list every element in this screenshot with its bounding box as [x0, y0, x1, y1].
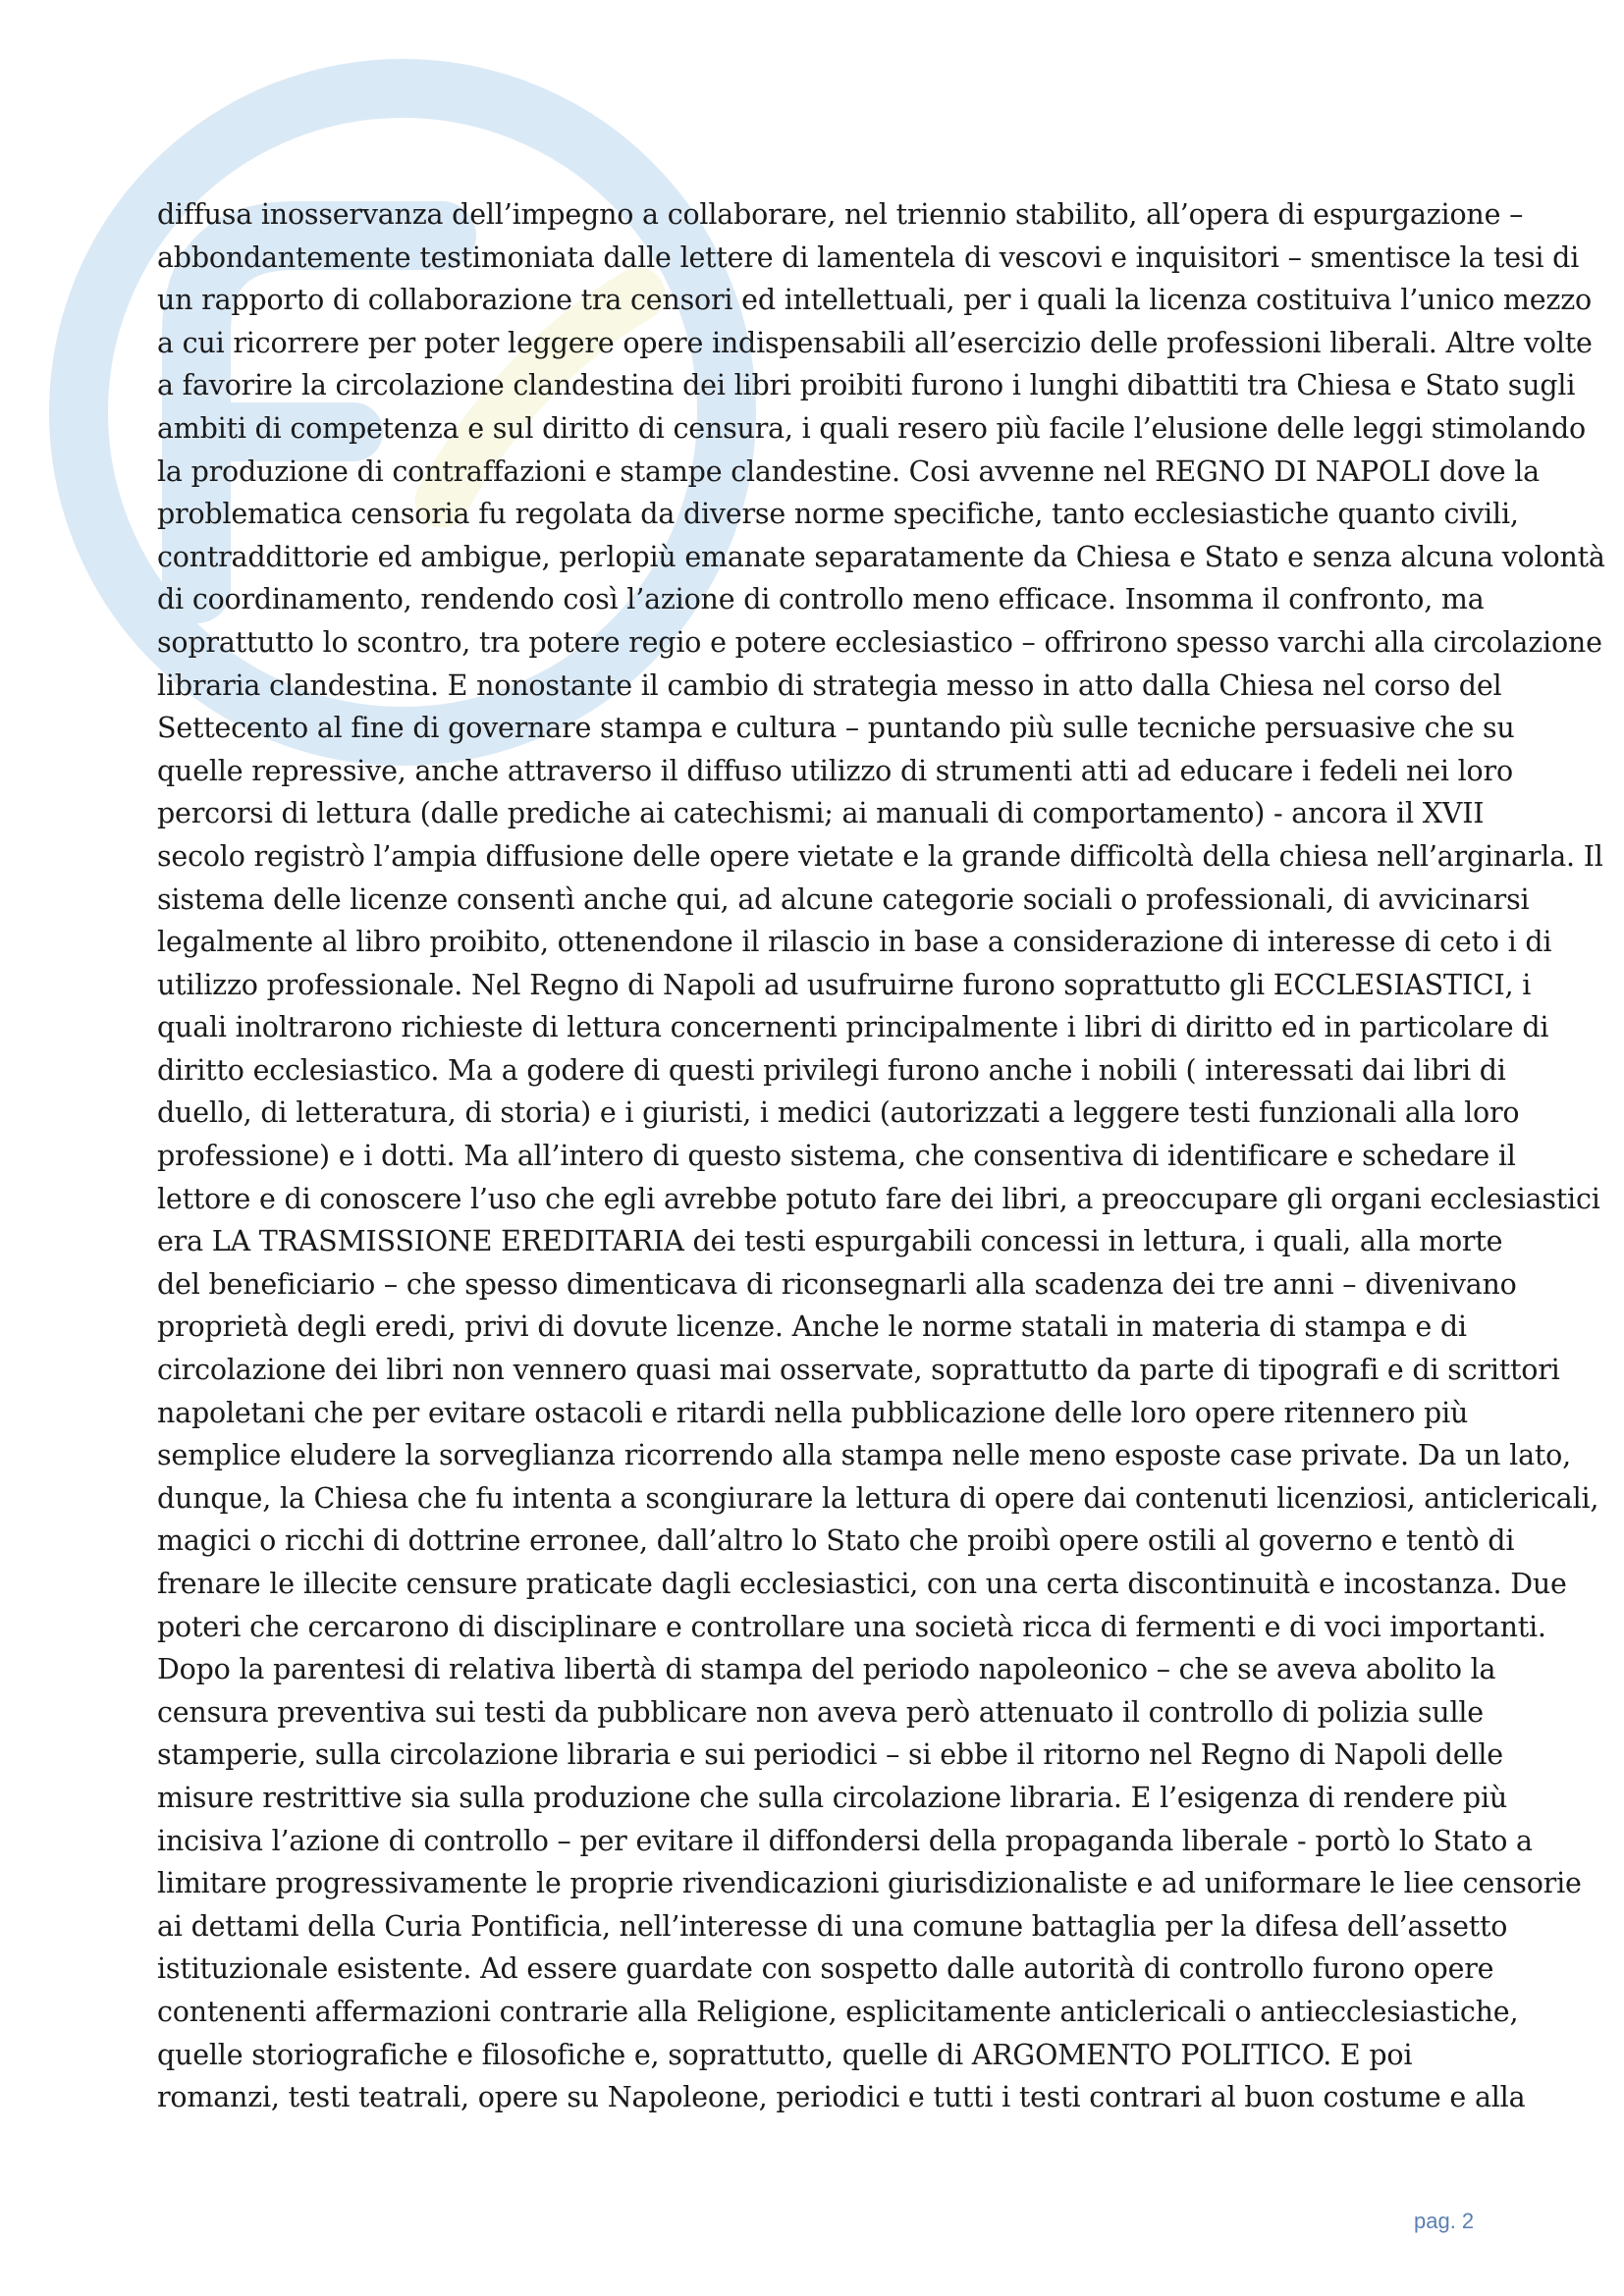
- text-line: censura preventiva sui testi da pubblicare non aveva però attenuato il controllo di polizia sulle: [157, 1695, 1484, 1729]
- text-line: sistema delle licenze consentì anche qui, ad alcune categorie sociali o professionali, di avvicinarsi: [157, 882, 1530, 916]
- text-line: proprietà degli eredi, privi di dovute licenze. Anche le norme statali in materia di stampa e di: [157, 1310, 1467, 1344]
- text-line: diffusa inosservanza dell’impegno a collaborare, nel triennio stabilito, all’opera di espurgazione –: [157, 198, 1524, 231]
- text-line: incisiva l’azione di controllo – per evitare il diffondersi della propaganda liberale - portò lo Stato a: [157, 1824, 1533, 1857]
- text-line: misure restrittive sia sulla produzione che sulla circolazione libraria. E l’esigenza di rendere più: [157, 1781, 1508, 1814]
- text-line: un rapporto di collaborazione tra censori ed intellettuali, per i quali la licenza costituiva l’unico mezzo: [157, 284, 1592, 317]
- text-line: problematica censoria fu regolata da diverse norme specifiche, tanto ecclesiastiche quanto civili,: [157, 498, 1519, 531]
- text-line: napoletani che per evitare ostacoli e ritardi nella pubblicazione delle loro opere ritennero più: [157, 1396, 1469, 1429]
- document-body: [157, 193, 1605, 2119]
- text-line: stamperie, sulla circolazione libraria e sui periodici – si ebbe il ritorno nel Regno di Napoli delle: [157, 1738, 1503, 1772]
- text-line: professione) e i dotti. Ma all’intero di questo sistema, che consentiva di identificare e schedare il: [157, 1140, 1516, 1173]
- text-line: di coordinamento, rendendo così l’azione di controllo meno efficace. Insomma il confronto, ma: [157, 583, 1485, 616]
- text-line: soprattutto lo scontro, tra potere regio e potere ecclesiastico – offrirono spesso varchi alla circolazione: [157, 625, 1602, 659]
- text-line: quali inoltrarono richieste di lettura concernenti principalmente i libri di diritto ed in particolare di: [157, 1011, 1549, 1044]
- text-line: ambiti di competenza e sul diritto di censura, i quali resero più facile l’elusione delle leggi stimolando: [157, 411, 1586, 445]
- text-line: la produzione di contraffazioni e stampe clandestine. Cosi avvenne nel REGNO DI NAPOLI dove la: [157, 454, 1540, 488]
- text-line: secolo registrò l’ampia diffusione delle opere vietate e la grande difficoltà della chiesa nell’arginarla. Il: [157, 839, 1603, 873]
- text-line: Dopo la parentesi di relativa libertà di stampa del periodo napoleonico – che se aveva abolito la: [157, 1653, 1496, 1686]
- text-line: quelle repressive, anche attraverso il diffuso utilizzo di strumenti atti ad educare i fedeli nei loro: [157, 754, 1513, 787]
- page-number: pag. 2: [1414, 2209, 1475, 2233]
- text-line: ai dettami della Curia Pontificia, nell’interesse di una comune battaglia per la difesa dell’assetto: [157, 1909, 1508, 1943]
- text-line: poteri che cercarono di disciplinare e controllare una società ricca di fermenti e di voci importanti.: [157, 1610, 1546, 1643]
- text-line: duello, di letteratura, di storia) e i giuristi, i medici (autorizzati a leggere testi funzionali alla loro: [157, 1096, 1520, 1130]
- text-line: contraddittorie ed ambigue, perlopiù emanate separatamente da Chiesa e Stato e senza alcuna volontà: [157, 540, 1605, 573]
- text-line: a favorire la circolazione clandestina dei libri proibiti furono i lunghi dibattiti tra Chiesa e Stato sugli: [157, 369, 1576, 402]
- text-line: istituzionale esistente. Ad essere guardate con sospetto dalle autorità di controllo furono opere: [157, 1952, 1494, 1986]
- text-line: diritto ecclesiastico. Ma a godere di questi privilegi furono anche i nobili ( interessati dai libri di: [157, 1053, 1506, 1087]
- text-line: circolazione dei libri non vennero quasi mai osservate, soprattutto da parte di tipografi e di scrittori: [157, 1354, 1560, 1387]
- text-line: limitare progressivamente le proprie rivendicazioni giurisdizionaliste e ad uniformare le liee censorie: [157, 1867, 1582, 1900]
- text-line: era LA TRASMISSIONE EREDITARIA dei testi espurgabili concessi in lettura, i quali, alla morte: [157, 1225, 1503, 1258]
- text-line: dunque, la Chiesa che fu intenta a scongiurare la lettura di opere dai contenuti licenziosi, anticlericali,: [157, 1481, 1599, 1515]
- text-line: semplice eludere la sorveglianza ricorrendo alla stampa nelle meno esposte case private. Da un lato,: [157, 1439, 1571, 1472]
- text-line: magici o ricchi di dottrine erronee, dall’altro lo Stato che proibì opere ostili al governo e tentò di: [157, 1524, 1515, 1558]
- text-line: legalmente al libro proibito, ottenendone il rilascio in base a considerazione di interesse di ceto i di: [157, 926, 1552, 959]
- text-line: del beneficiario – che spesso dimenticava di riconsegnarli alla scadenza dei tre anni – divenivano: [157, 1267, 1517, 1301]
- text-line: abbondantemente testimoniata dalle lettere di lamentela di vescovi e inquisitori – smentisce la tesi di: [157, 240, 1580, 274]
- text-line: lettore e di conoscere l’uso che egli avrebbe potuto fare dei libri, a preoccupare gli organi ecclesiastici: [157, 1182, 1600, 1215]
- text-line: romanzi, testi teatrali, opere su Napoleone, periodici e tutti i testi contrari al buon costume e alla: [157, 2081, 1526, 2114]
- text-line: frenare le illecite censure praticate dagli ecclesiastici, con una certa discontinuità e incostanza. Due: [157, 1568, 1567, 1600]
- text-line: utilizzo professionale. Nel Regno di Napoli ad usufruirne furono soprattutto gli ECCLESIASTICI, i: [157, 968, 1532, 1001]
- text-line: Settecento al fine di governare stampa e cultura – puntando più sulle tecniche persuasive che su: [157, 712, 1515, 745]
- text-line: percorsi di lettura (dalle prediche ai catechismi; ai manuali di comportamento) - ancora il XVII: [157, 797, 1485, 830]
- text-line: a cui ricorrere per poter leggere opere indispensabili all’esercizio delle professioni liberali. Altre volte: [157, 326, 1593, 359]
- text-line: quelle storiografiche e filosofiche e, soprattutto, quelle di ARGOMENTO POLITICO. E poi: [157, 2038, 1413, 2071]
- text-line: libraria clandestina. E nonostante il cambio di strategia messo in atto dalla Chiesa nel corso del: [157, 668, 1502, 702]
- text-line: contenenti affermazioni contrarie alla Religione, esplicitamente anticlericali o antiecclesiastiche,: [157, 1995, 1519, 2028]
